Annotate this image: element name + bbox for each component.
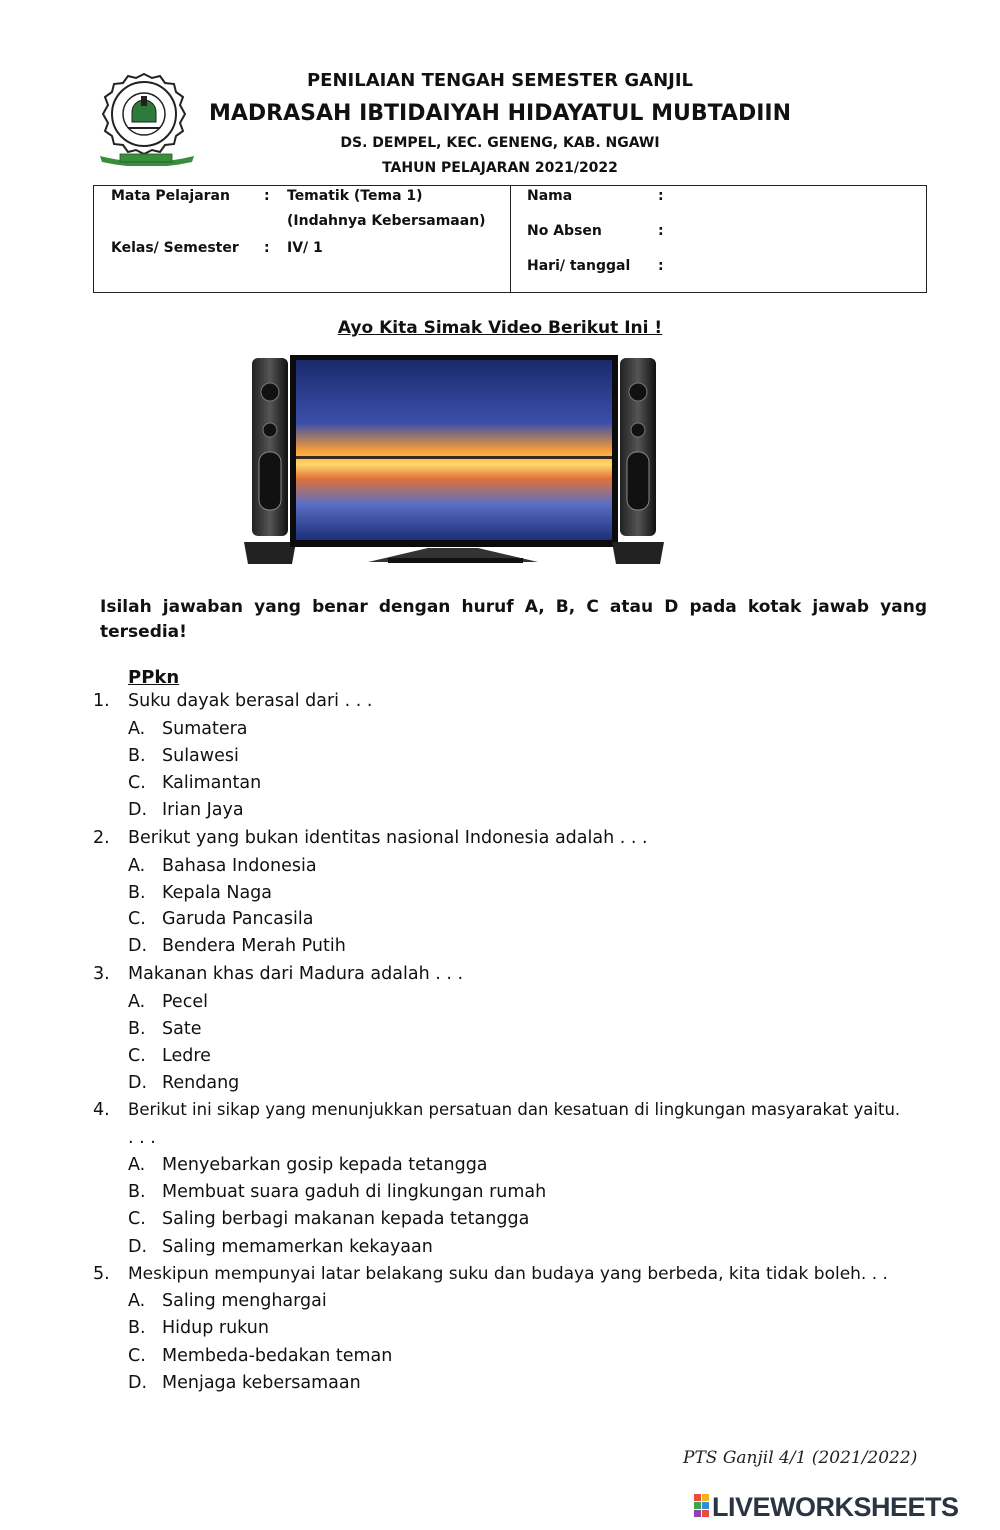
question-number: 3. (93, 964, 110, 984)
option-letter: C. (128, 909, 146, 929)
option-letter: C. (128, 1046, 146, 1066)
liveworksheets-logo-icon (694, 1492, 710, 1522)
option-letter: A. (128, 1291, 146, 1311)
option-letter: D. (128, 1073, 148, 1093)
option-text[interactable]: Menyebarkan gosip kepada tetangga (162, 1155, 488, 1175)
option-text[interactable]: Saling berbagi makanan kepada tetangga (162, 1209, 530, 1229)
option-text[interactable]: Kalimantan (162, 773, 262, 793)
option-letter: D. (128, 800, 148, 820)
option-text[interactable]: Rendang (162, 1073, 240, 1093)
absen-label: No Absen (527, 223, 602, 239)
option-text[interactable]: Saling menghargai (162, 1291, 327, 1311)
option-text[interactable]: Membeda-bedakan teman (162, 1346, 393, 1366)
class-label: Kelas/ Semester (111, 240, 239, 256)
colon: : (658, 258, 664, 274)
option-text[interactable]: Saling memamerkan kekayaan (162, 1237, 433, 1257)
question-number: 4. (93, 1100, 110, 1120)
subject-heading: PPkn (128, 667, 180, 688)
page-footer: PTS Ganjil 4/1 (2021/2022) (683, 1448, 918, 1468)
question-number: 1. (93, 691, 110, 711)
option-letter: C. (128, 1346, 146, 1366)
subject-value: Tematik (Tema 1) (287, 188, 423, 204)
question-text: Makanan khas dari Madura adalah . . . (128, 964, 464, 984)
colon: : (264, 240, 270, 256)
watermark-text: LIVEWORKSHEETS (712, 1492, 959, 1522)
school-name: MADRASAH IBTIDAIYAH HIDAYATUL MUBTADIIN (208, 101, 791, 126)
student-info-box (93, 185, 927, 293)
box-divider (510, 186, 511, 292)
colon: : (658, 223, 664, 239)
option-text[interactable]: Bendera Merah Putih (162, 936, 346, 956)
option-letter: B. (128, 746, 146, 766)
subject-label: Mata Pelajaran (111, 188, 230, 204)
option-letter: D. (128, 1237, 148, 1257)
instruction-text: Isilah jawaban yang benar dengan huruf A, B, C atau D pada kotak jawab yang tersedia! (100, 597, 927, 642)
option-letter: A. (128, 1155, 146, 1175)
option-text[interactable]: Sate (162, 1019, 202, 1039)
question-number: 2. (93, 828, 110, 848)
question-text: Meskipun mempunyai latar belakang suku dan budaya yang berbeda, kita tidak boleh. . . (128, 1264, 888, 1284)
question-text-continued: . . . (128, 1128, 156, 1148)
option-text[interactable]: Kepala Naga (162, 883, 272, 903)
question-number: 5. (93, 1264, 110, 1284)
option-letter: B. (128, 1182, 146, 1202)
question-text: Berikut yang bukan identitas nasional Indonesia adalah . . . (128, 828, 648, 848)
option-text[interactable]: Hidup rukun (162, 1318, 269, 1338)
school-address: DS. DEMPEL, KEC. GENENG, KAB. NGAWI (340, 135, 660, 151)
question-text: Berikut ini sikap yang menunjukkan persatuan dan kesatuan di lingkungan masyarakat yaitu. (128, 1100, 901, 1119)
option-letter: C. (128, 773, 146, 793)
option-text[interactable]: Ledre (162, 1046, 211, 1066)
option-text[interactable]: Menjaga kebersamaan (162, 1373, 361, 1393)
option-letter: C. (128, 1209, 146, 1229)
question-text: Suku dayak berasal dari . . . (128, 691, 373, 711)
option-text[interactable]: Sumatera (162, 719, 248, 739)
option-letter: B. (128, 1019, 146, 1039)
option-letter: D. (128, 936, 148, 956)
option-letter: A. (128, 856, 146, 876)
option-text[interactable]: Irian Jaya (162, 800, 244, 820)
exam-title: PENILAIAN TENGAH SEMESTER GANJIL (306, 70, 694, 91)
option-text[interactable]: Bahasa Indonesia (162, 856, 317, 876)
option-text[interactable]: Sulawesi (162, 746, 239, 766)
option-text[interactable]: Membuat suara gaduh di lingkungan rumah (162, 1182, 547, 1202)
date-label: Hari/ tanggal (527, 258, 631, 274)
academic-year: TAHUN PELAJARAN 2021/2022 (382, 160, 618, 176)
option-letter: B. (128, 1318, 146, 1338)
option-text[interactable]: Garuda Pancasila (162, 909, 314, 929)
option-letter: A. (128, 719, 146, 739)
name-label: Nama (527, 188, 573, 204)
video-heading: Ayo Kita Simak Video Berikut Ini ! (337, 318, 663, 338)
tv-video-image[interactable] (238, 352, 668, 574)
class-value: IV/ 1 (287, 240, 323, 256)
colon: : (658, 188, 664, 204)
option-letter: D. (128, 1373, 148, 1393)
option-text[interactable]: Pecel (162, 992, 208, 1012)
subject-theme: (Indahnya Kebersamaan) (287, 213, 486, 229)
option-letter: A. (128, 992, 146, 1012)
option-letter: B. (128, 883, 146, 903)
colon: : (264, 188, 270, 204)
